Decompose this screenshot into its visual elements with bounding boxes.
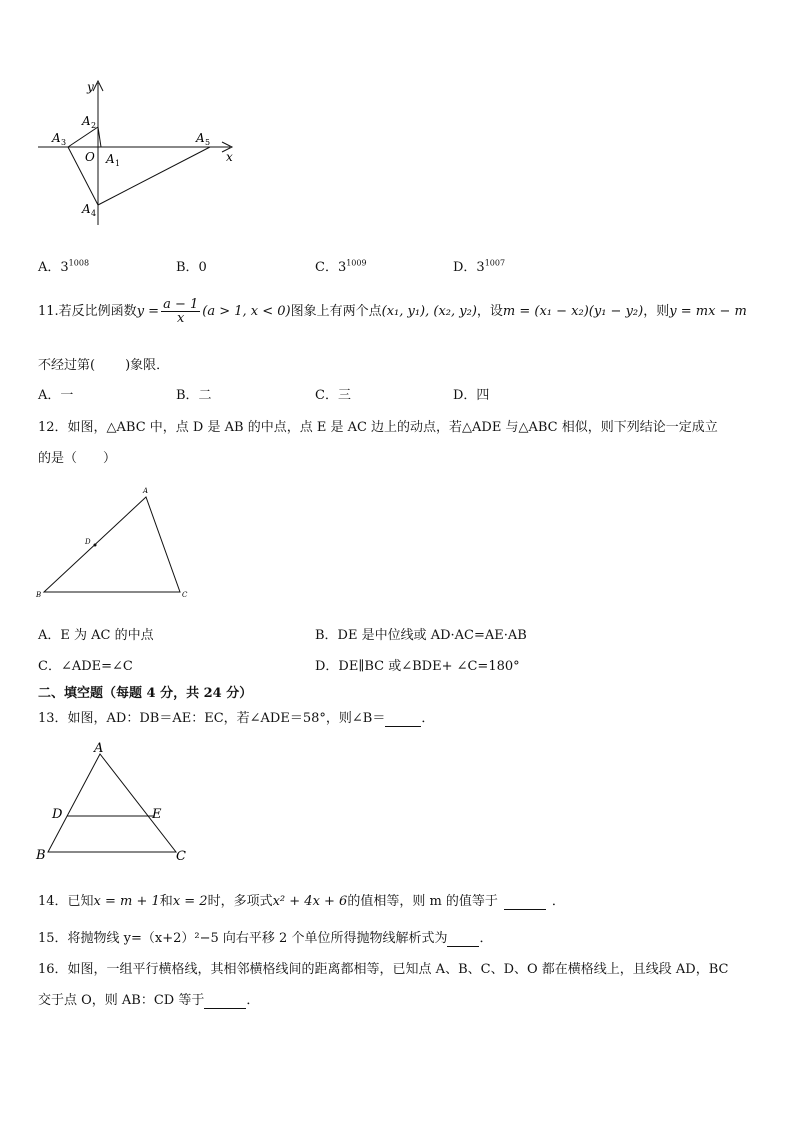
q12-option-a: A．E 为 AC 的中点 — [38, 628, 154, 643]
point-a4-sub: 4 — [91, 209, 97, 218]
q11-m-eq: m = (x₁ − x₂)(y₁ − y₂) — [502, 304, 644, 319]
q11-prefix: 11.若反比例函数 — [38, 304, 137, 319]
q11-line-eq: y = mx − m — [669, 304, 747, 319]
q14-text2: 时，多项式 — [207, 894, 273, 909]
origin-label: O — [85, 150, 95, 164]
q13-blank[interactable] — [385, 711, 421, 727]
q11-then: ，则 — [643, 304, 670, 319]
q12-label-c: C — [182, 591, 188, 599]
q14-end: ． — [551, 894, 565, 909]
q14-blank[interactable] — [504, 894, 546, 910]
point-a3-sub: 3 — [61, 138, 67, 147]
q12-option-d: D．DE∥BC 或∠BDE+ ∠C=180° — [315, 659, 520, 674]
point-a2-sub: 2 — [91, 121, 97, 130]
x-axis-label: x — [226, 150, 233, 164]
point-a5-sub: 5 — [205, 138, 211, 147]
q11-points: (x₁, y₁), (x₂, y₂) — [381, 304, 477, 319]
point-a5-label: A — [196, 131, 205, 145]
q12-label-b: B — [36, 591, 42, 599]
q13-label-d: D — [52, 807, 63, 822]
q14-text3: 的值相等，则 m 的值等于 — [347, 894, 498, 909]
q16-stem-line1: 16．如图，一组平行横格线，其相邻横格线间的距离都相等，已知点 A、B、C、D、O 都在横格线上，且线段 AD，BC — [38, 962, 729, 977]
q11-option-c: C．三 — [315, 388, 351, 403]
q11-condition: (a > 1, x < 0) — [202, 304, 291, 319]
q12-option-c: C．∠ADE=∠C — [38, 659, 133, 674]
q11-stem-line2 — [38, 354, 169, 373]
q12-label-d: D — [85, 538, 91, 546]
q14-poly: x² + 4x + 6 — [272, 894, 348, 909]
q14-text1: 14．已知 — [38, 894, 94, 909]
q16-end: ． — [246, 993, 260, 1008]
q10-option-c-exp: 1009 — [346, 258, 367, 268]
point-a4-label: A — [82, 202, 91, 216]
q11-fraction — [161, 298, 200, 325]
q10-option-d-text: D．3 — [453, 260, 485, 275]
point-a2-label: A — [82, 114, 91, 128]
q10-option-d — [453, 256, 505, 275]
q12-stem-line2: 的是（ ） — [38, 451, 117, 466]
q10-option-c-text: C．3 — [315, 260, 347, 275]
figure-q10-coordinate — [30, 75, 245, 235]
q10-option-b-text: B．0 — [176, 260, 207, 275]
q13-text: 13．如图，AD：DB＝AE：EC，若∠ADE＝58°，则∠B＝ — [38, 711, 386, 726]
q14-eq2: x = 2 — [172, 894, 208, 909]
q11-line2-end: )象限． — [125, 358, 170, 373]
q15-stem — [38, 927, 492, 947]
q15-blank[interactable] — [447, 931, 479, 947]
q11-stem-line1 — [38, 298, 747, 325]
q13-end: ． — [421, 711, 435, 726]
q13-label-b: B — [36, 848, 46, 863]
q13-label-e: E — [152, 807, 162, 822]
q10-option-c — [315, 256, 367, 275]
q13-label-c: C — [176, 849, 186, 864]
q10-option-a-text: A．3 — [38, 260, 69, 275]
q11-y-eq: y = — [136, 304, 160, 319]
q12-stem-line1: 12．如图，△ABC 中，点 D 是 AB 的中点，点 E 是 AC 边上的动点，若△ADE 与△ABC 相似，则下列结论一定成立 — [38, 420, 718, 435]
q11-mid: 图象上有两个点 — [290, 304, 382, 319]
q15-end: ． — [479, 931, 493, 946]
q13-stem — [38, 707, 434, 727]
q11-frac-num: a − 1 — [163, 297, 199, 312]
q11-line2: 不经过第( — [38, 358, 96, 373]
q11-set: ，设 — [476, 304, 503, 319]
triangle-ade — [30, 738, 200, 866]
point-a1-sub: 1 — [115, 159, 121, 168]
point-a1-label: A — [106, 152, 115, 166]
q14-and: 和 — [159, 894, 173, 909]
figure-q12-triangle — [30, 482, 200, 607]
q12-label-a: A — [143, 487, 149, 495]
q13-label-a: A — [94, 741, 104, 756]
y-axis-label: y — [87, 80, 94, 94]
q11-option-b: B．二 — [176, 388, 212, 403]
q14-eq1: x = m + 1 — [93, 894, 160, 909]
q16-stem-line2 — [38, 989, 259, 1009]
q16-text: 交于点 O，则 AB：CD 等于 — [38, 993, 205, 1008]
q10-option-a — [38, 256, 89, 275]
point-a3-label: A — [52, 131, 61, 145]
q11-option-a: A．一 — [38, 388, 74, 403]
q10-option-b — [176, 256, 207, 275]
q10-option-a-exp: 1008 — [68, 258, 90, 268]
q16-blank[interactable] — [204, 993, 246, 1009]
coordinate-plot — [30, 75, 245, 235]
triangle-abc — [30, 482, 200, 607]
q15-text: 15．将抛物线 y=（x+2）²−5 向右平移 2 个单位所得抛物线解析式为 — [38, 931, 448, 946]
q11-frac-den: x — [176, 311, 185, 326]
q14-stem — [38, 890, 565, 910]
q10-option-d-exp: 1007 — [484, 258, 506, 268]
q12-option-b: B．DE 是中位线或 AD·AC=AE·AB — [315, 628, 527, 643]
q11-option-d: D．四 — [453, 388, 490, 403]
figure-q13-triangle — [30, 738, 200, 866]
section-title-fill-in: 二、填空题（每题 4 分，共 24 分） — [38, 686, 253, 701]
